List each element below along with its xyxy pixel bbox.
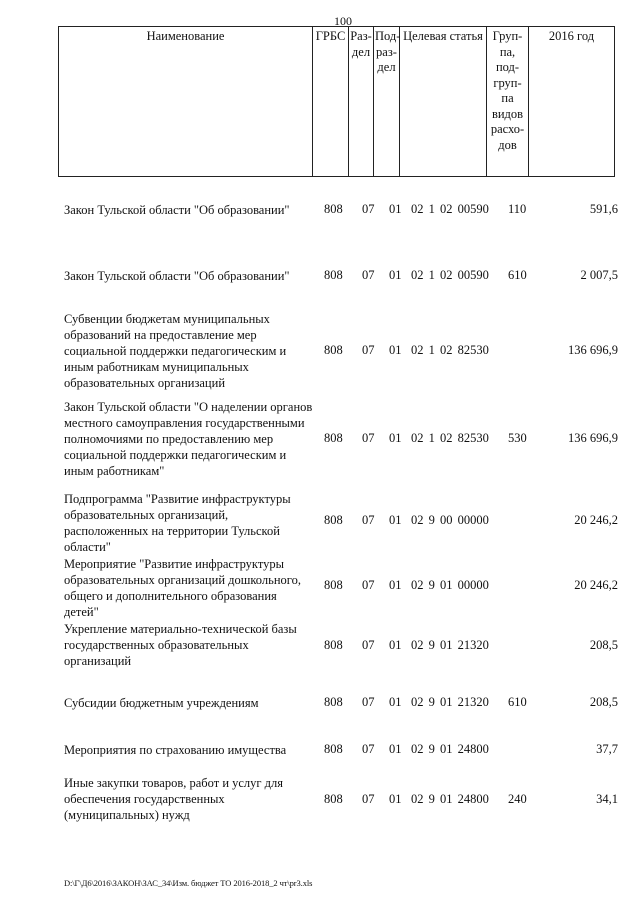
row-name: Закон Тульской области "О наделении органов местного самоуправления государственными полномочиями по предоставлению мер социальной поддержки педагогическим и иным работникам" [64,400,313,478]
row-gruppa: 530 [508,431,527,445]
row-razdel: 07 [362,578,375,592]
header-celevaya: Целевая статья [400,27,487,177]
row-name: Субсидии бюджетным учреждениям [64,696,259,710]
row-podrazdel: 01 [389,202,402,216]
header-razdel: Раз- дел [349,27,374,177]
row-podrazdel: 01 [389,268,402,282]
row-celevaya: 02 9 01 24800 [411,742,489,756]
page-number: 100 [334,14,352,28]
header-year: 2016 год [529,27,615,177]
row-name: Подпрограмма "Развитие инфраструктуры образовательных организаций, расположенных на территории Тульской области" [64,492,291,554]
file-path-footer: D:\Г\Д6\2016\ЗАКОН\ЗАС_34\Изм. бюджет ТО 2016-2018_2 чт\pr3.xls [64,878,313,888]
row-podrazdel: 01 [389,695,402,709]
row-celevaya: 02 9 01 21320 [411,638,489,652]
row-podrazdel: 01 [389,578,402,592]
row-celevaya: 02 1 02 82530 [411,431,489,445]
table-header [58,26,615,177]
row-grbs: 808 [324,578,343,592]
row-name: Укрепление материально-технической базы государственных образовательных организаций [64,622,297,668]
row-gruppa: 610 [508,695,527,709]
row-sum: 136 696,9 [568,431,618,445]
row-grbs: 808 [324,202,343,216]
row-razdel: 07 [362,268,375,282]
row-grbs: 808 [324,638,343,652]
row-razdel: 07 [362,343,375,357]
row-sum: 20 246,2 [574,578,618,592]
row-name: Закон Тульской области "Об образовании" [64,203,290,217]
row-grbs: 808 [324,431,343,445]
row-gruppa: 110 [508,202,527,216]
row-sum: 591,6 [589,202,618,216]
row-podrazdel: 01 [389,638,402,652]
row-sum: 208,5 [589,638,618,652]
row-celevaya: 02 1 02 00590 [411,268,489,282]
header-gruppa: Груп- па, под- груп- па видов расхо- дов [487,27,529,177]
header-name: Наименование [59,27,313,177]
row-razdel: 07 [362,513,375,527]
row-sum: 2 007,5 [580,268,618,282]
row-gruppa: 240 [508,792,527,806]
row-razdel: 07 [362,202,375,216]
row-sum: 20 246,2 [574,513,618,527]
row-name: Закон Тульской области "Об образовании" [64,269,290,283]
row-celevaya: 02 1 02 82530 [411,343,489,357]
row-podrazdel: 01 [389,513,402,527]
row-razdel: 07 [362,742,375,756]
row-celevaya: 02 1 02 00590 [411,202,489,216]
row-grbs: 808 [324,792,343,806]
row-sum: 34,1 [596,792,618,806]
row-celevaya: 02 9 01 00000 [411,578,489,592]
row-gruppa: 610 [508,268,527,282]
row-name: Мероприятия по страхованию имущества [64,743,287,757]
row-grbs: 808 [324,268,343,282]
row-podrazdel: 01 [389,431,402,445]
row-razdel: 07 [362,431,375,445]
row-grbs: 808 [324,343,343,357]
row-name: Субвенции бюджетам муниципальных образований на предоставление мер социальной поддержки педагогическим и иным работникам муниципальных образовательных организаций [64,312,287,390]
row-podrazdel: 01 [389,792,402,806]
row-sum: 37,7 [596,742,618,756]
row-celevaya: 02 9 01 21320 [411,695,489,709]
row-sum: 208,5 [589,695,618,709]
row-grbs: 808 [324,513,343,527]
row-name: Мероприятие "Развитие инфраструктуры образовательных организаций дошкольного, общего и дополнительного образования детей" [64,557,301,619]
row-sum: 136 696,9 [568,343,618,357]
row-razdel: 07 [362,695,375,709]
header-grbs: ГРБС [313,27,349,177]
row-grbs: 808 [324,742,343,756]
row-grbs: 808 [324,695,343,709]
row-razdel: 07 [362,792,375,806]
row-podrazdel: 01 [389,742,402,756]
row-celevaya: 02 9 01 24800 [411,792,489,806]
header-podrazdel: Под- раз- дел [374,27,400,177]
row-podrazdel: 01 [389,343,402,357]
row-name: Иные закупки товаров, работ и услуг для обеспечения государственных (муниципальных) нужд [64,776,284,822]
row-celevaya: 02 9 00 00000 [411,513,489,527]
row-razdel: 07 [362,638,375,652]
